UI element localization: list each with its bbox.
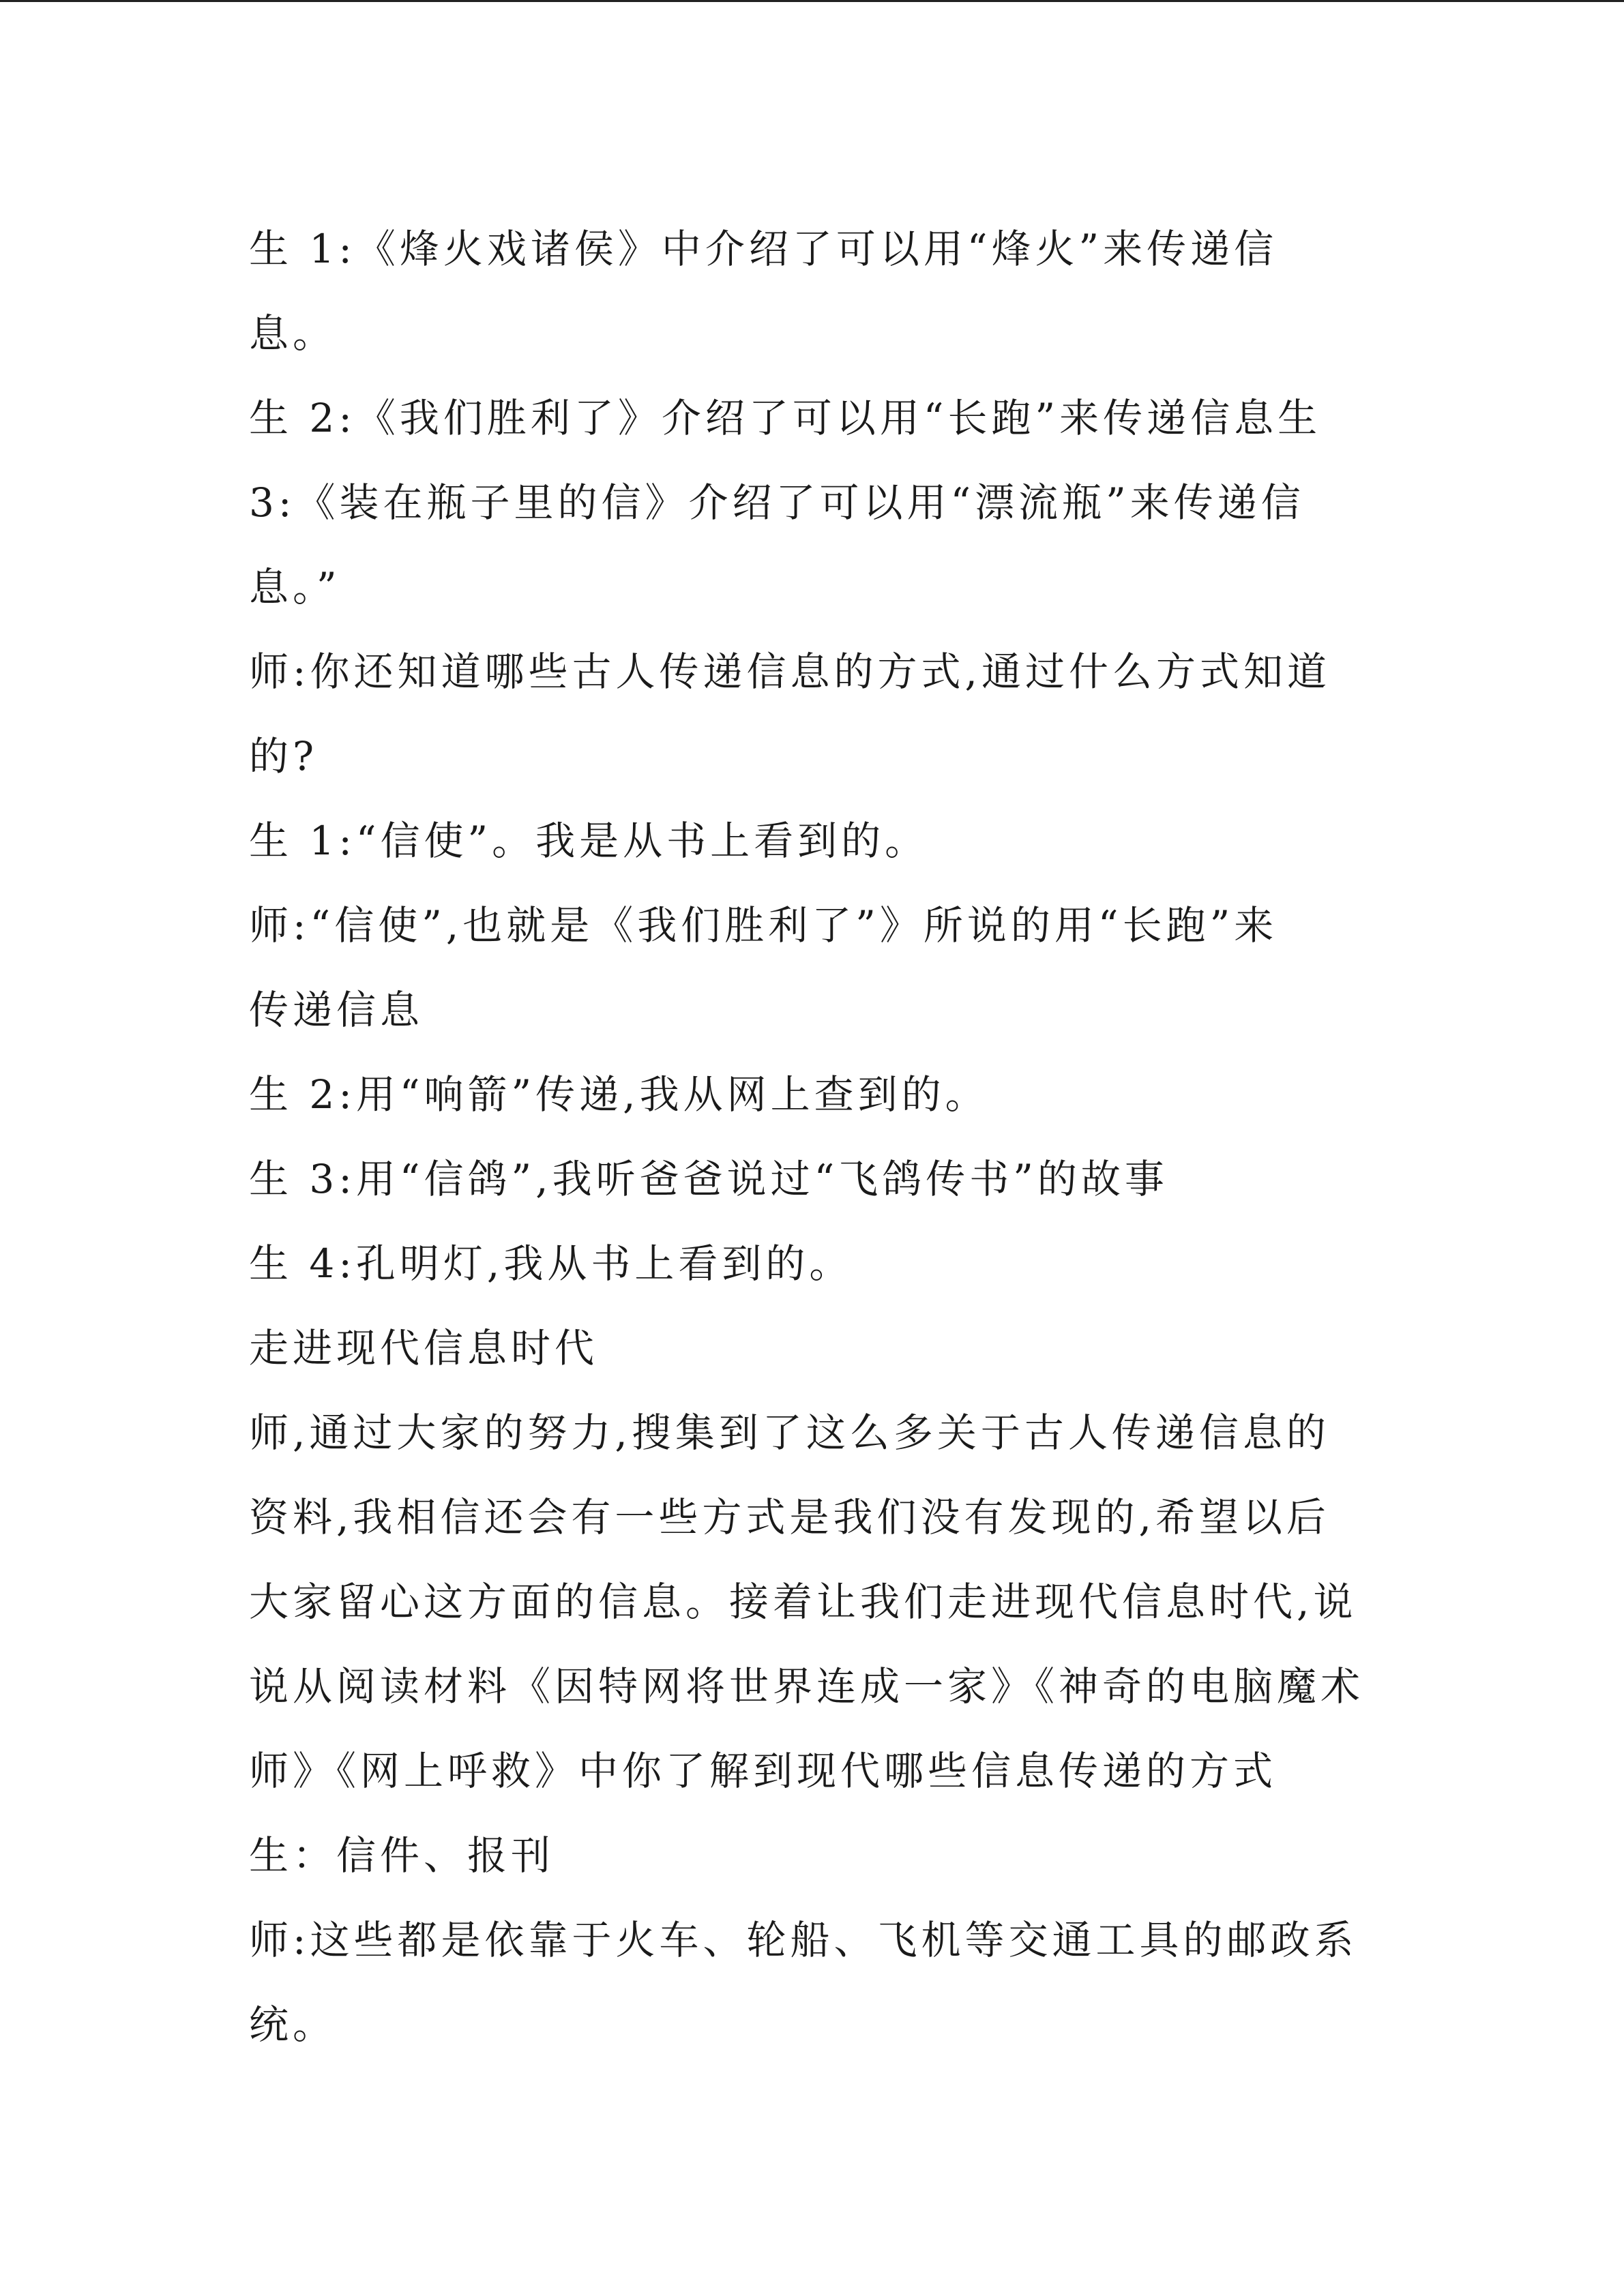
text-line: 资料,我相信还会有一些方式是我们没有发现的,希望以后 — [249, 1494, 1330, 1540]
text-line: 师:你还知道哪些古人传递信息的方式,通过什么方式知道 — [249, 648, 1331, 695]
document-body — [249, 207, 1381, 2067]
text-line: 师:这些都是依靠于火车、轮船、飞机等交通工具的邮政系 — [249, 1917, 1358, 1963]
text-line: 师》《网上呼救》中你了解到现代哪些信息传递的方式 — [249, 1748, 1278, 1794]
text-line: 大家留心这方面的信息。接着让我们走进现代信息时代,说 — [249, 1579, 1357, 1625]
text-line: 生 3:用“信鸽”,我听爸爸说过“飞鸽传书”的故事 — [249, 1156, 1168, 1202]
text-line: 生 2:《我们胜利了》介绍了可以用“长跑”来传递信息生 — [249, 395, 1322, 441]
text-line: 师:“信使”,也就是《我们胜利了”》所说的用“长跑”来 — [249, 902, 1278, 949]
text-line: 生 4:孔明灯,我从书上看到的。 — [249, 1240, 853, 1287]
text-line: 息。 — [249, 310, 337, 357]
text-line: 的? — [249, 733, 319, 779]
section-heading: 走进现代信息时代 — [249, 1325, 599, 1371]
text-line: 生：信件、报刊 — [249, 1832, 555, 1879]
text-line: 生 1:“信使”。我是从书上看到的。 — [249, 818, 929, 864]
text-line: 生 1:《烽火戏诸侯》中介绍了可以用“烽火”来传递信 — [249, 226, 1278, 272]
text-line: 师,通过大家的努力,搜集到了这么多关于古人传递信息的 — [249, 1410, 1330, 1456]
text-line: 3:《装在瓶子里的信》介绍了可以用“漂流瓶”来传递信 — [249, 479, 1305, 526]
text-line: 传递信息 — [249, 987, 424, 1033]
text-line: 统。 — [249, 2001, 337, 2048]
text-line: 说从阅读材料《因特网将世界连成一家》《神奇的电脑魔术 — [249, 1663, 1365, 1710]
text-line: 息。” — [249, 564, 341, 610]
text-line: 生 2:用“响箭”传递,我从网上查到的。 — [249, 1071, 989, 1118]
